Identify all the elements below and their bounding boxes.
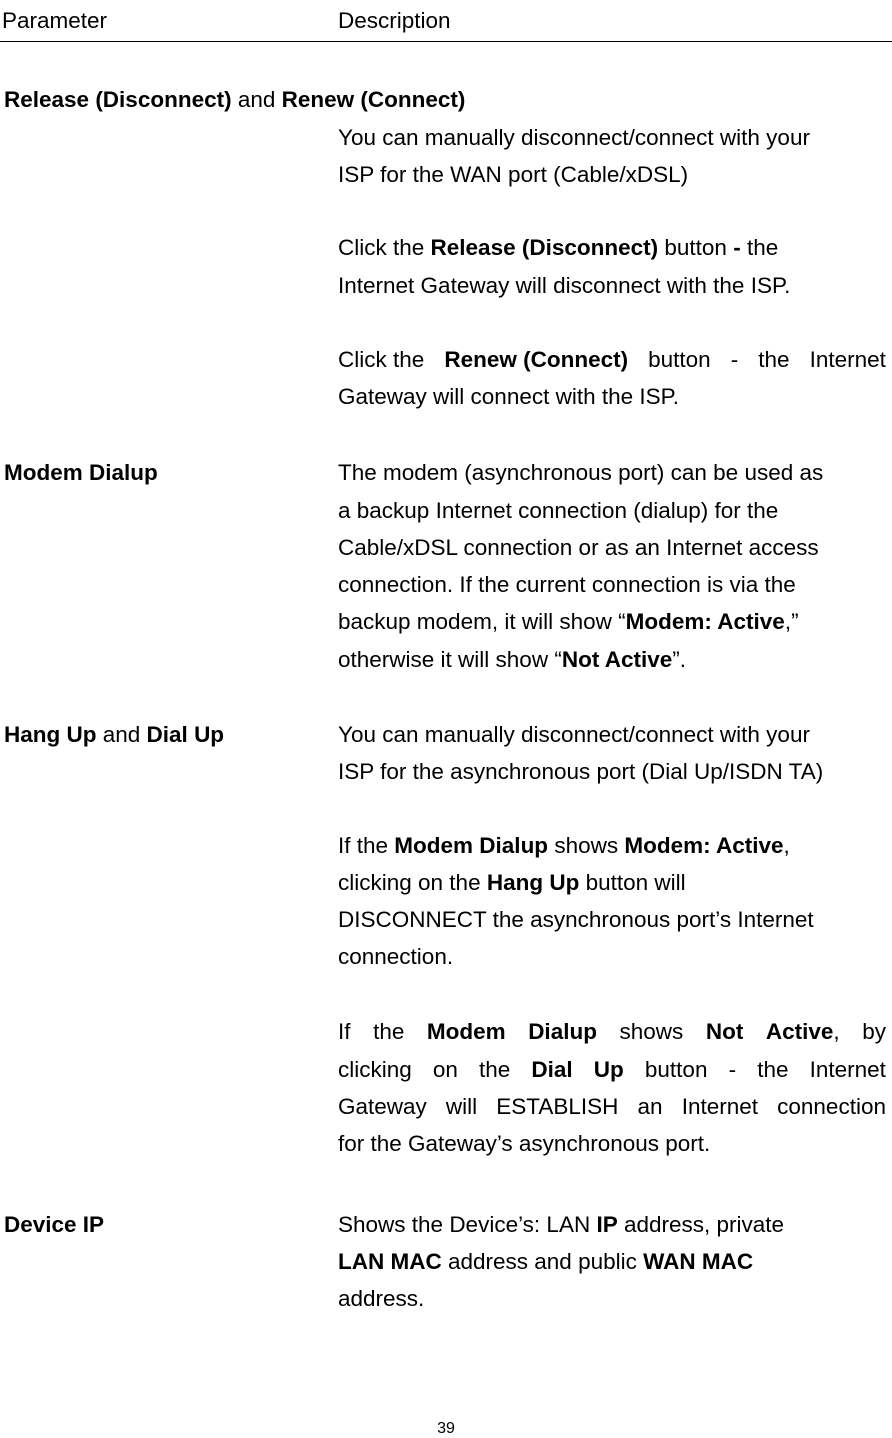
desc-line-justified: clicking on the Dial Up button - the Internet — [338, 1057, 886, 1082]
desc-line-justified: If the Modem Dialup shows Not Active, by — [338, 1019, 886, 1044]
param-and-text: and — [231, 87, 282, 112]
desc-line: for the Gateway’s asynchronous port. — [338, 1131, 711, 1156]
header-rule — [0, 41, 892, 42]
param-hangup-dialup: Hang Up and Dial Up — [4, 722, 225, 747]
desc-line: DISCONNECT the asynchronous port’s Internet — [338, 907, 814, 932]
desc-line: ISP for the asynchronous port (Dial Up/ISDN TA) — [338, 759, 824, 784]
desc-line: connection. If the current connection is via the — [338, 572, 796, 597]
desc-line: Click the Release (Disconnect) button - the — [338, 235, 779, 260]
param-release-text: Release (Disconnect) — [4, 87, 232, 112]
desc-line-justified: Gateway will ESTABLISH an Internet connection — [338, 1094, 886, 1119]
desc-line: The modem (asynchronous port) can be used as — [338, 460, 824, 485]
desc-line: a backup Internet connection (dialup) for the — [338, 498, 779, 523]
desc-line: ISP for the WAN port (Cable/xDSL) — [338, 162, 689, 187]
desc-line: otherwise it will show “Not Active”. — [338, 647, 687, 672]
desc-line: Cable/xDSL connection or as an Internet access — [338, 535, 819, 560]
desc-line: backup modem, it will show “Modem: Active,” — [338, 609, 799, 634]
page-number: 39 — [437, 1420, 455, 1437]
param-modem-dialup: Modem Dialup — [4, 460, 158, 485]
header-parameter: Parameter — [2, 8, 108, 33]
desc-line: Shows the Device’s: LAN IP address, private — [338, 1212, 785, 1237]
desc-line: If the Modem Dialup shows Modem: Active, — [338, 833, 790, 858]
param-renew-text: Renew (Connect) — [281, 87, 466, 112]
param-release-renew — [4, 87, 465, 113]
desc-line: address. — [338, 1286, 425, 1311]
desc-line-justified: Click the Renew (Connect) button - the Internet — [338, 347, 886, 372]
header-description: Description — [338, 8, 451, 33]
desc-line: Internet Gateway will disconnect with the ISP. — [338, 273, 791, 298]
desc-line: You can manually disconnect/connect with your — [338, 722, 810, 747]
param-device-ip: Device IP — [4, 1212, 105, 1237]
desc-line: connection. — [338, 944, 454, 969]
desc-line: LAN MAC address and public WAN MAC — [338, 1249, 754, 1274]
desc-line: You can manually disconnect/connect with your — [338, 125, 810, 150]
desc-line: clicking on the Hang Up button will — [338, 870, 686, 895]
desc-line: Gateway will connect with the ISP. — [338, 384, 680, 409]
